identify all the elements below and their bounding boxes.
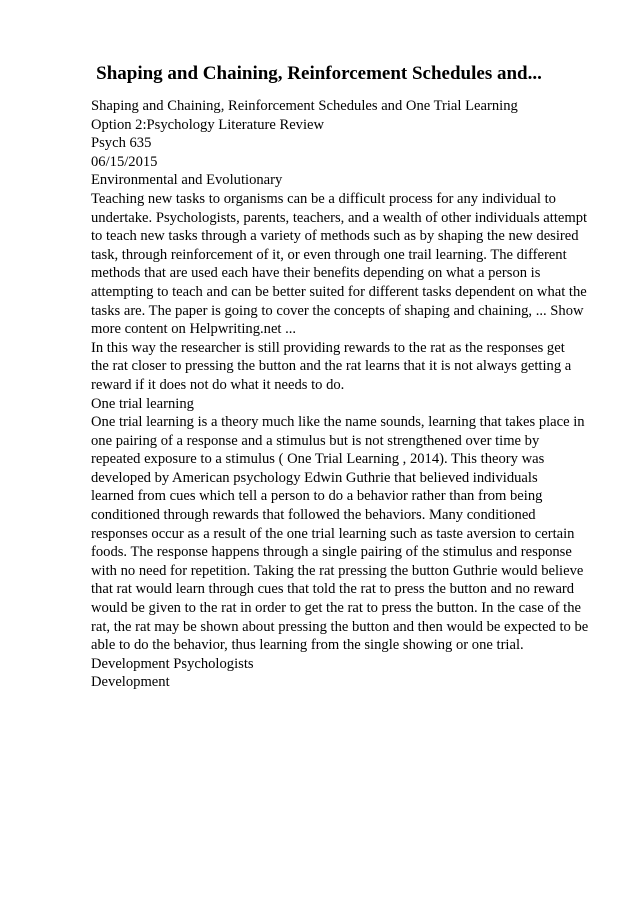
- text-line: conditioned through rewards that followed the behaviors. Many conditioned: [91, 507, 536, 524]
- text-line: Teaching new tasks to organisms can be a difficult process for any individual to: [91, 190, 556, 207]
- document-body: [91, 97, 591, 692]
- document-title: Shaping and Chaining, Reinforcement Schedules and...: [96, 63, 542, 84]
- text-line: foods. The response happens through a single pairing of the stimulus and response: [91, 544, 572, 561]
- doc-section-heading: Development Psychologists: [91, 655, 254, 672]
- text-line: methods that are used each have their benefits depending on what a person is: [91, 265, 541, 282]
- text-line: developed by American psychology Edwin Guthrie that believed individuals: [91, 469, 538, 486]
- text-line: One trial learning is a theory much like the name sounds, learning that takes place in: [91, 414, 585, 431]
- text-line: task, through reinforcement of it, or even through one trail learning. The different: [91, 246, 567, 263]
- doc-date: 06/15/2015: [91, 153, 158, 170]
- doc-section-heading: Development: [91, 674, 170, 691]
- text-line: undertake. Psychologists, parents, teachers, and a wealth of other individuals attempt: [91, 209, 588, 226]
- doc-section-heading: Environmental and Evolutionary: [91, 172, 283, 189]
- doc-course: Psych 635: [91, 135, 152, 152]
- text-line: In this way the researcher is still providing rewards to the rat as the responses get: [91, 339, 565, 356]
- text-line: the rat closer to pressing the button and the rat learns that it is not always getting a: [91, 358, 572, 375]
- text-line: one pairing of a response and a stimulus but is not strengthened over time by: [91, 432, 540, 449]
- text-line: would be given to the rat in order to get the rat to press the button. In the case of the: [91, 600, 581, 617]
- text-line: more content on Helpwriting.net ...: [91, 321, 297, 338]
- text-line: tasks are. The paper is going to cover the concepts of shaping and chaining, ... Show: [91, 302, 584, 319]
- doc-section-heading: One trial learning: [91, 395, 194, 412]
- text-line: that rat would learn through cues that told the rat to press the button and no reward: [91, 581, 575, 598]
- text-line: repeated exposure to a stimulus ( One Trial Learning , 2014). This theory was: [91, 451, 545, 468]
- text-line: to teach new tasks through a variety of methods such as by shaping the new desired: [91, 228, 579, 245]
- text-line: with no need for repetition. Taking the rat pressing the button Guthrie would believe: [91, 562, 584, 579]
- text-line: rat, the rat may be shown about pressing the button and then would be expected to be: [91, 618, 589, 635]
- text-line: able to do the behavior, thus learning from the single showing or one trial.: [91, 637, 524, 654]
- text-line: responses occur as a result of the one trial learning such as taste aversion to certain: [91, 525, 575, 542]
- doc-option: Option 2:Psychology Literature Review: [91, 116, 325, 133]
- text-line: attempting to teach and can be better suited for different tasks dependent on what the: [91, 283, 587, 300]
- text-line: reward if it does not do what it needs to do.: [91, 376, 345, 393]
- doc-subtitle: Shaping and Chaining, Reinforcement Schedules and One Trial Learning: [91, 98, 518, 114]
- text-line: learned from cues which tell a person to do a behavior rather than from being: [91, 488, 543, 505]
